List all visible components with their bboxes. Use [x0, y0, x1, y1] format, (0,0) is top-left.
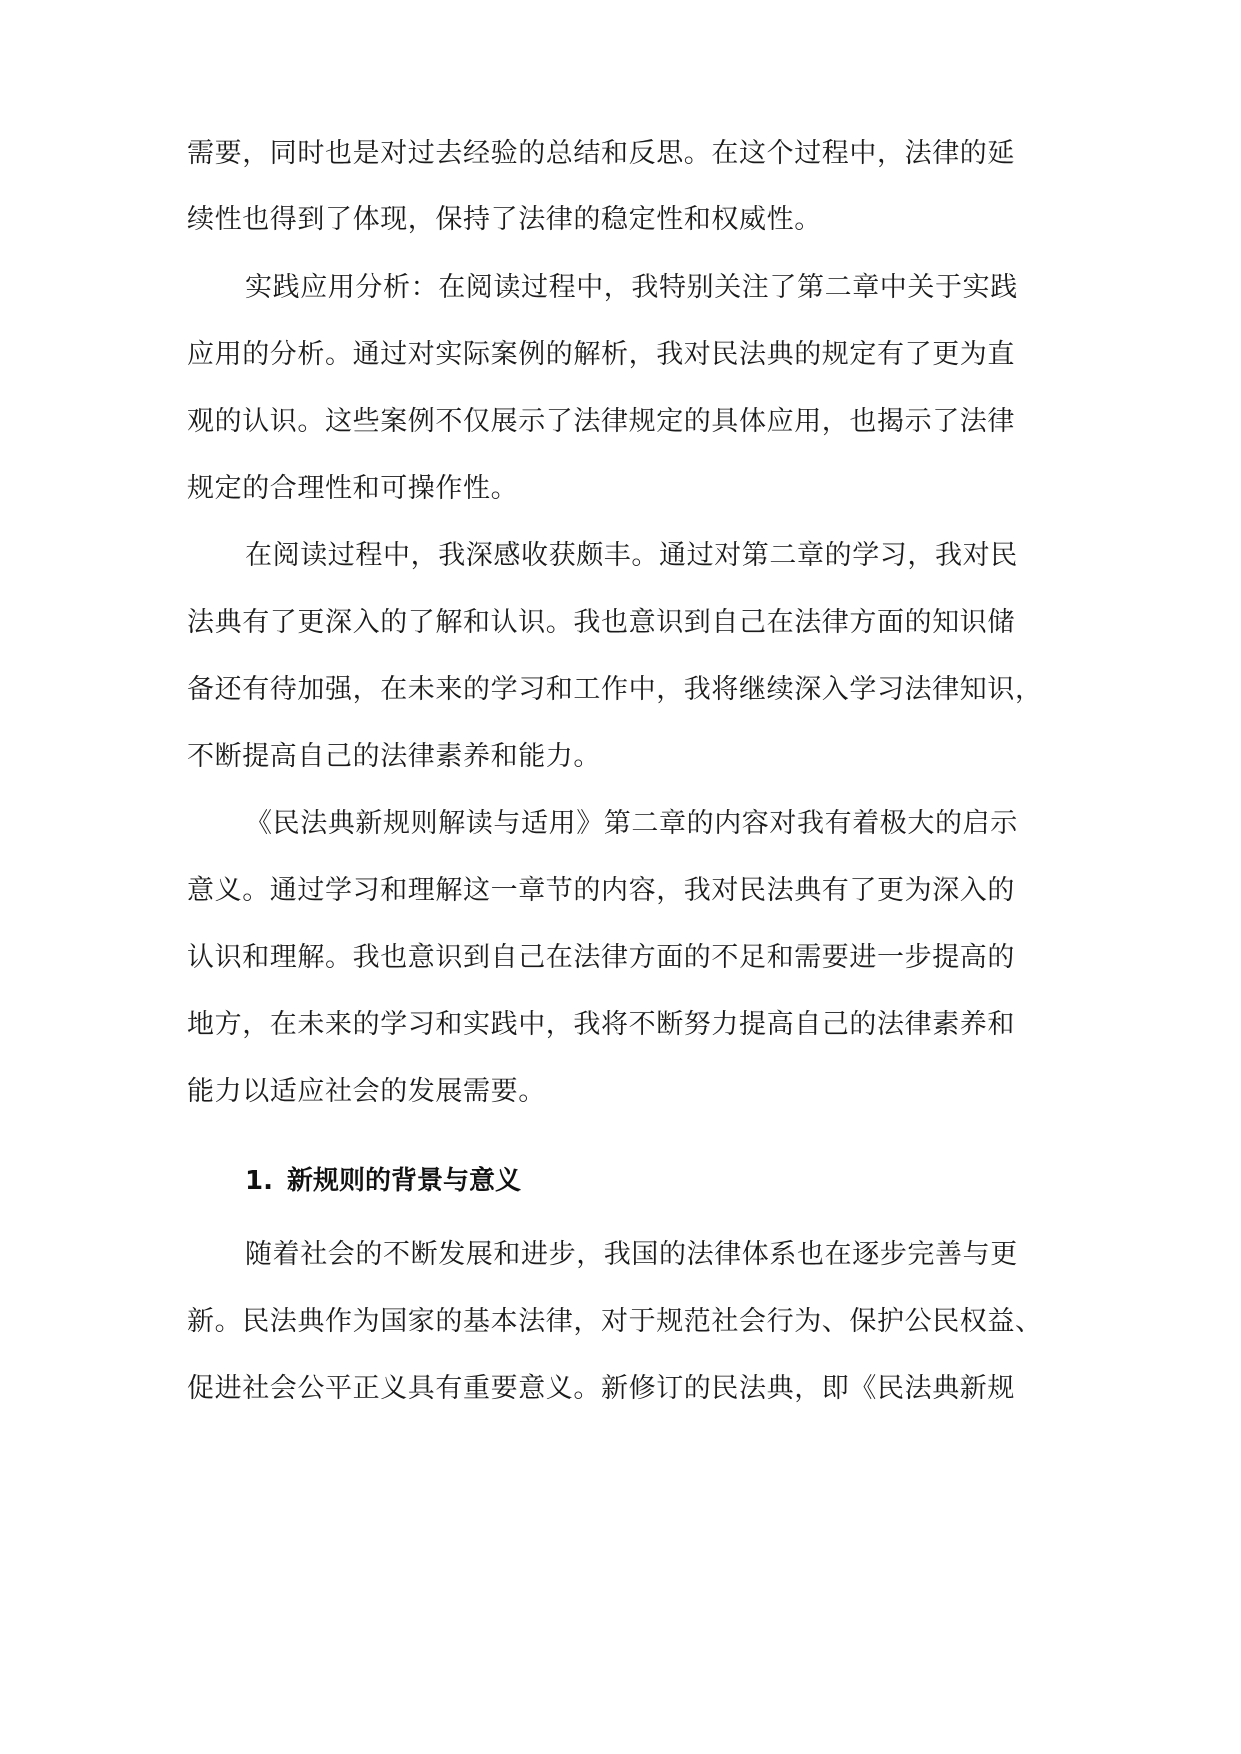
paragraph-line: 认识和理解。我也意识到自己在法律方面的不足和需要进一步提高的	[187, 942, 1015, 973]
paragraph-line: 能力以适应社会的发展需要。	[187, 1076, 546, 1107]
paragraph-line: 需要，同时也是对过去经验的总结和反思。在这个过程中，法律的延	[187, 138, 1015, 169]
paragraph-line: 实践应用分析：在阅读过程中，我特别关注了第二章中关于实践	[245, 272, 1018, 303]
paragraph-line: 应用的分析。通过对实际案例的解析，我对民法典的规定有了更为直	[187, 339, 1015, 370]
paragraph-line: 在阅读过程中，我深感收获颇丰。通过对第二章的学习，我对民	[245, 540, 1018, 571]
paragraph-line: 促进社会公平正义具有重要意义。新修订的民法典，即《民法典新规	[187, 1373, 1015, 1404]
paragraph-line: 意义。通过学习和理解这一章节的内容，我对民法典有了更为深入的	[187, 875, 1015, 906]
paragraph-line: 地方，在未来的学习和实践中，我将不断努力提高自己的法律素养和	[187, 1009, 1015, 1040]
section-title: 新规则的背景与意义	[287, 1166, 522, 1196]
paragraph-line: 新。民法典作为国家的基本法律，对于规范社会行为、保护公民权益、	[187, 1306, 1043, 1337]
paragraph-line: 《民法典新规则解读与适用》第二章的内容对我有着极大的启示	[245, 808, 1018, 839]
paragraph-line: 随着社会的不断发展和进步，我国的法律体系也在逐步完善与更	[245, 1239, 1018, 1270]
paragraph-line: 观的认识。这些案例不仅展示了法律规定的具体应用，也揭示了法律	[187, 406, 1015, 437]
section-heading	[245, 1161, 521, 1201]
paragraph-line: 规定的合理性和可操作性。	[187, 473, 519, 504]
paragraph-line: 不断提高自己的法律素养和能力。	[187, 741, 601, 772]
paragraph-line: 法典有了更深入的了解和认识。我也意识到自己在法律方面的知识储	[187, 607, 1015, 638]
paragraph-line: 备还有待加强，在未来的学习和工作中，我将继续深入学习法律知识，	[187, 674, 1043, 705]
section-number: 1.	[245, 1166, 273, 1196]
paragraph-line: 续性也得到了体现，保持了法律的稳定性和权威性。	[187, 204, 822, 235]
